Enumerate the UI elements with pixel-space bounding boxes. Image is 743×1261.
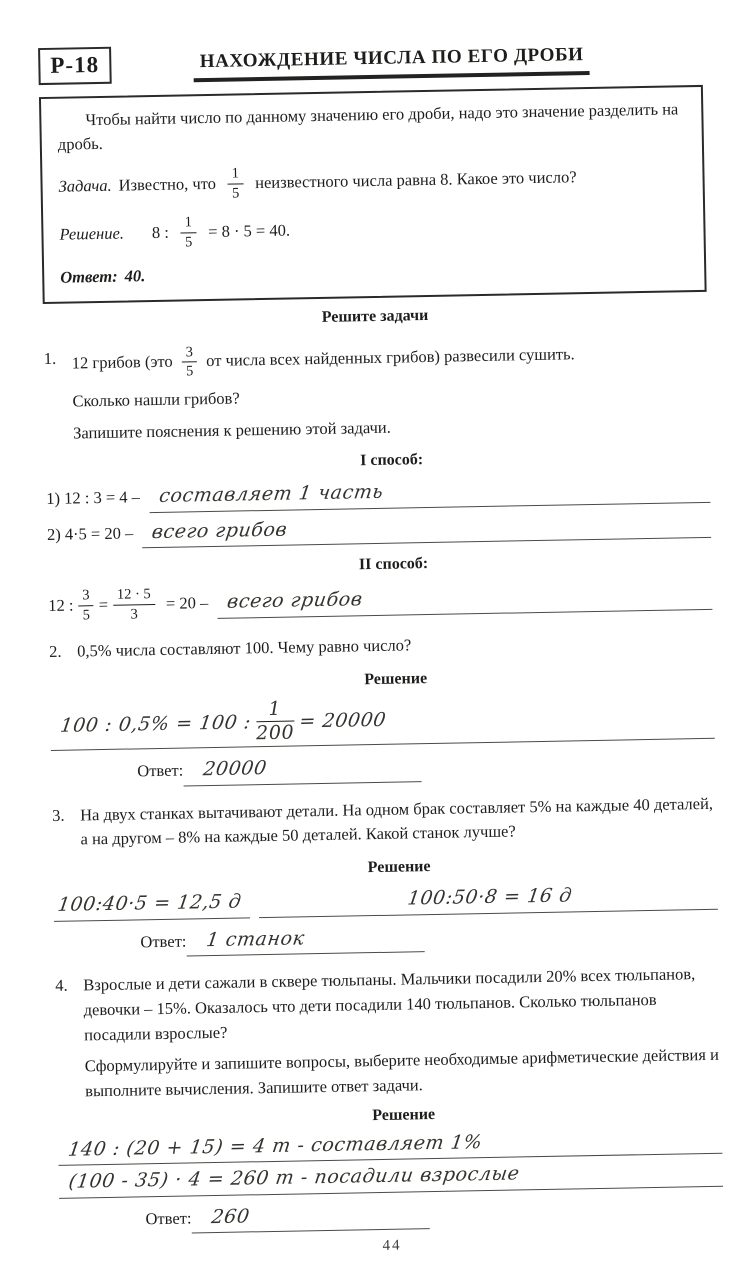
problem-text: 0,5% числа составляют 100. Чему равно число? xyxy=(77,628,713,664)
problem-text-post: от числа всех найденных грибов) развесили сушить. xyxy=(206,344,575,370)
problem-number: 1. xyxy=(44,346,77,625)
fraction-denominator: 5 xyxy=(182,362,198,380)
problem-3 xyxy=(52,791,719,959)
solution-post: = 8 · 5 = 40. xyxy=(208,219,290,244)
handwritten-text: всего грибов xyxy=(225,586,364,617)
problem-fraction xyxy=(181,344,197,381)
answer-line xyxy=(186,922,425,957)
handwritten-text: 100:40·5 = 12,5 д xyxy=(56,888,244,920)
problem-1 xyxy=(44,334,713,624)
answer-label: Ответ: xyxy=(60,264,118,289)
solution-work xyxy=(54,879,718,922)
rule-text: Чтобы найти число по данному значению его дроби, надо это значение разделить на дробь. xyxy=(57,97,688,156)
handwritten-answer: 20000 xyxy=(201,754,268,784)
equation-fraction-1 xyxy=(78,588,94,625)
problem-4 xyxy=(55,962,724,1236)
task-fraction xyxy=(228,165,244,202)
problem-text: На двух станках вытачивают детали. На одном брак составляет 5% на каждые 40 деталей, а на другом – 8% на каждые 50 деталей. Какой станок лучше? xyxy=(80,791,717,852)
problem-instruction: Запишите пояснения к решению этой задачи. xyxy=(73,409,709,445)
problem-question: Сколько нашли грибов? xyxy=(72,378,708,414)
title-wrap xyxy=(111,36,703,84)
handwritten-text: = 20000 xyxy=(297,705,388,735)
handwritten-text: 100:50·8 = 16 д xyxy=(406,882,574,914)
solution-pre: 8 : xyxy=(152,221,169,245)
handwritten-text: составляет 1 часть xyxy=(157,478,385,511)
fraction-denominator: 5 xyxy=(79,606,95,624)
method2-equation xyxy=(48,576,713,625)
handwritten-answer: 260 xyxy=(209,1202,251,1231)
fraction-numerator: 3 xyxy=(78,588,94,607)
method2-title: II способ: xyxy=(75,547,711,583)
answer-label: Ответ: xyxy=(145,1206,191,1232)
handwritten-text: всего грибов xyxy=(150,515,289,546)
method1-title: I способ: xyxy=(74,443,710,479)
method1-step1 xyxy=(46,472,710,515)
handwritten-text: 140 : (20 + 15) = 4 т - составляет 1% xyxy=(66,1128,484,1164)
equation-post: = 20 – xyxy=(166,591,209,617)
answer-row xyxy=(140,916,718,957)
rule-box xyxy=(39,85,707,304)
fraction-numerator: 12 · 5 xyxy=(113,586,155,605)
page-code-box: Р-18 xyxy=(38,47,111,85)
method1-step2 xyxy=(47,508,711,551)
fraction-numerator: 3 xyxy=(181,344,197,363)
answer-label: Ответ: xyxy=(140,929,186,955)
solution-title: Решение xyxy=(81,850,717,886)
example-task xyxy=(58,157,689,205)
task-text-pre: Известно, что xyxy=(118,172,216,198)
problem-number: 4. xyxy=(55,974,88,1237)
problem-number: 3. xyxy=(52,803,83,959)
fraction-denominator: 3 xyxy=(113,605,155,623)
writing-line xyxy=(50,690,715,751)
problem-text: Взрослые и дети сажали в сквере тюльпаны. Мальчики посадили 20% всех тюльпанов, девочки – 15%. Оказалось что дети посадили 140 тюльпанов. Сколько тюльпанов посадили взрослые? xyxy=(83,962,720,1048)
handwritten-fraction xyxy=(256,698,295,745)
fraction-numerator: 1 xyxy=(228,165,244,184)
answer-line xyxy=(183,751,422,786)
problem-2 xyxy=(49,628,716,789)
example-solution xyxy=(59,205,690,253)
example-answer xyxy=(60,254,690,289)
page-header xyxy=(38,36,703,85)
writing-line-left xyxy=(54,888,250,922)
solution-work xyxy=(50,690,715,751)
task-text-post: неизвестного числа равна 8. Какое это число? xyxy=(255,165,577,195)
equation-pre: 12 : xyxy=(48,594,74,619)
page-title: НАХОЖДЕНИЕ ЧИСЛА ПО ЕГО ДРОБИ xyxy=(194,44,590,82)
step-equation: 1) 12 : 3 = 4 – xyxy=(46,486,140,512)
fraction-denominator: 5 xyxy=(228,184,244,202)
problem-number: 2. xyxy=(49,639,80,788)
section-title: Решите задачи xyxy=(43,301,707,331)
equation-equals: = xyxy=(99,593,109,618)
problem-text-pre: 12 грибов (это xyxy=(72,351,173,372)
fraction-numerator: 1 xyxy=(181,214,197,233)
handwritten-text: 100 : 0,5% = 100 : xyxy=(58,708,252,740)
writing-line xyxy=(217,579,712,619)
answer-line xyxy=(191,1199,430,1234)
fraction-denominator: 5 xyxy=(181,233,197,251)
equation-fraction-2 xyxy=(113,586,156,623)
problem-instruction: Сформулируйте и запишите вопросы, выберите необходимые арифметические действия и выполните вычисления. Запишите ответ задачи. xyxy=(85,1043,722,1104)
handwritten-text: (100 - 35) · 4 = 260 т - посадили взрослые xyxy=(67,1160,522,1197)
answer-label: Ответ: xyxy=(137,759,183,785)
solution-title: Решение xyxy=(78,661,714,697)
solution-label: Решение. xyxy=(59,222,124,247)
fraction-denominator: 200 xyxy=(256,722,294,746)
task-label: Задача. xyxy=(58,174,111,199)
answer-row xyxy=(145,1194,723,1235)
answer-row xyxy=(137,746,715,787)
writing-line xyxy=(142,508,711,549)
writing-line xyxy=(149,472,711,513)
answer-value: 40. xyxy=(124,264,145,288)
page-number: 44 xyxy=(60,1232,724,1261)
step-equation: 2) 4·5 = 20 – xyxy=(47,521,134,547)
fraction-numerator: 1 xyxy=(256,698,295,723)
writing-line-right xyxy=(258,879,718,918)
problem-text xyxy=(72,334,709,382)
solution-title: Решение xyxy=(86,1098,722,1134)
handwritten-answer: 1 станок xyxy=(204,924,306,954)
solution-fraction xyxy=(181,214,197,251)
